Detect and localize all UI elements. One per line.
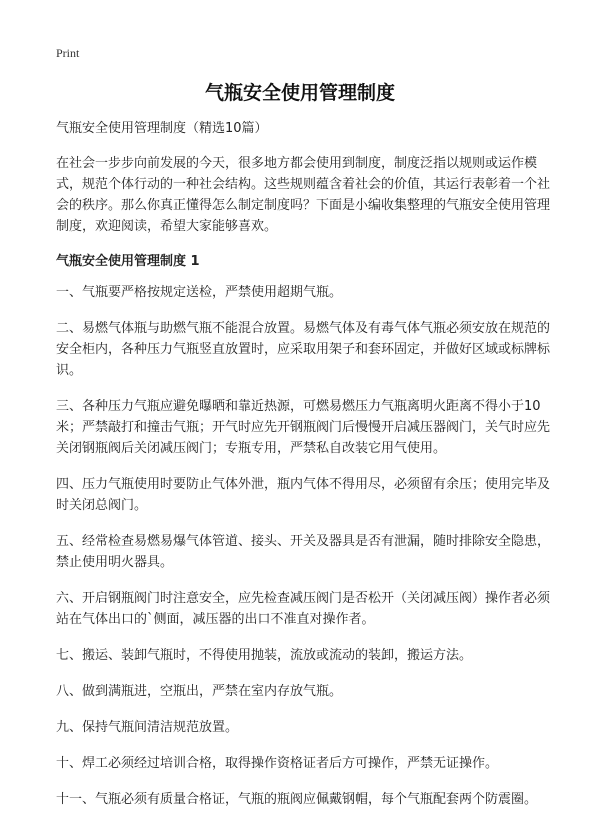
rule-item-1: 一、气瓶要严格按规定送检，严禁使用超期气瓶。 <box>56 285 343 300</box>
rule-item-6: 六、开启钢瓶阀门时注意安全，应先检查减压阀门是否松开（关闭减压阀）操作者必须站在气体出口的`侧面，减压器的出口不准直对操作者。 <box>56 591 551 627</box>
rule-item-8: 八、做到满瓶进，空瓶出，严禁在室内存放气瓶。 <box>56 684 343 699</box>
intro-paragraph: 在社会一步步向前发展的今天，很多地方都会使用到制度，制度泛指以规则或运作模式，规范个体行动的一种社会结构。这些规则蕴含着社会的价值，其运行表彰着一个社会的秩序。那么你真正懂得怎么制定制度吗？下面是小编收集整理的气瓶安全使用管理制度，欢迎阅读，希望大家能够喜欢。 <box>56 156 551 234</box>
rule-item-9: 九、保持气瓶间清洁规范放置。 <box>56 720 239 735</box>
rule-item-7: 七、搬运、装卸气瓶时，不得使用抛装，流放或流动的装卸，搬运方法。 <box>56 648 473 663</box>
rule-item-11: 十一、气瓶必须有质量合格证，气瓶的瓶阀应佩戴钢帽，每个气瓶配套两个防震圈。 <box>56 792 538 807</box>
section-heading: 气瓶安全使用管理制度 1 <box>56 254 200 269</box>
document-body <box>56 118 550 825</box>
rule-item-3: 三、各种压力气瓶应避免曝晒和靠近热源，可燃易燃压力气瓶离明火距离不得小于10米；严禁敲打和撞击气瓶；开气时应先开钢瓶阀门后慢慢开启减压器阀门，关气时应先关闭钢瓶阀后关闭减压阀门；专瓶专用，严禁私自改装它用气使用。 <box>56 399 551 456</box>
rule-item-4: 四、压力气瓶使用时要防止气体外泄，瓶内气体不得用尽，必须留有余压；使用完毕及时关闭总阀门。 <box>56 477 551 513</box>
rule-item-2: 二、易燃气体瓶与助燃气瓶不能混合放置。易燃气体及有毒气体气瓶必须安放在规范的安全柜内，各种压力气瓶竖直放置时，应采取用架子和套环固定，并做好区域或标牌标识。 <box>56 321 551 378</box>
document-subtitle: 气瓶安全使用管理制度（精选10篇） <box>56 121 268 136</box>
rule-item-10: 十、焊工必须经过培训合格，取得操作资格证者后方可操作，严禁无证操作。 <box>56 756 499 771</box>
print-link[interactable]: Print <box>56 46 80 60</box>
document-title: 气瓶安全使用管理制度 <box>204 82 395 104</box>
rule-item-5: 五、经常检查易燃易爆气体管道、接头、开关及器具是否有泄漏，随时排除安全隐患，禁止使用明火器具。 <box>56 534 551 570</box>
